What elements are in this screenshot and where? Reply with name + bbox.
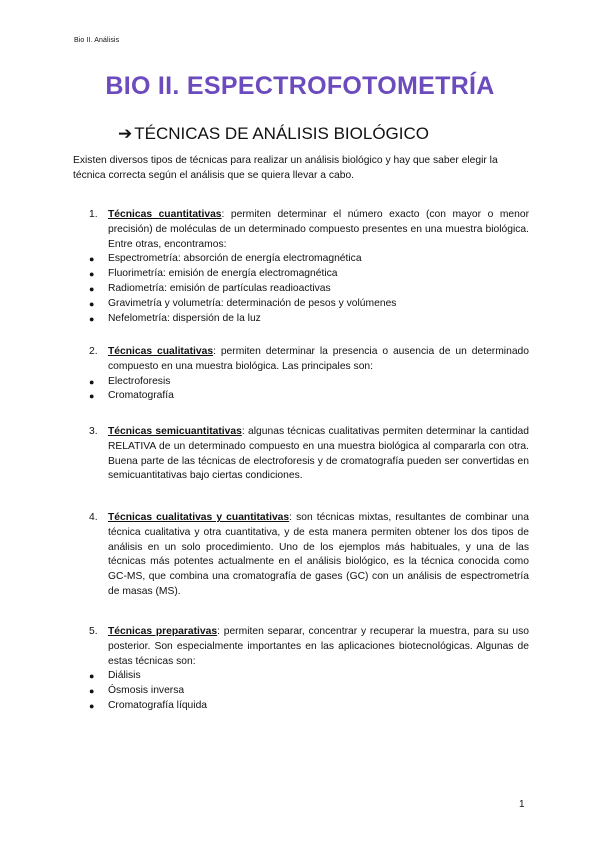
bullet-text: Cromatografía líquida [108, 699, 208, 711]
item-body [108, 625, 529, 669]
technique-item [89, 425, 529, 484]
list-item [89, 297, 529, 312]
technique-item [89, 511, 529, 600]
item-body [108, 208, 529, 252]
item-term: Técnicas cualitativas y cuantitativas [108, 512, 290, 523]
item-body [108, 511, 529, 600]
technique-item [89, 625, 529, 714]
bullet-icon: ● [89, 700, 95, 711]
item-description: : permiten separar, concentrar y recuperar la muestra, para su uso posterior. Son especialmente importantes en las aplicaciones biotecnológicas. Algunas de estas técnicas son: [108, 626, 529, 667]
page-number: 1 [519, 799, 525, 810]
list-item [89, 312, 529, 327]
list-item [89, 684, 529, 699]
item-number: 3. [89, 426, 98, 437]
list-item [89, 389, 529, 404]
bullet-icon: ● [89, 254, 95, 265]
technique-item [89, 345, 529, 404]
list-item [89, 267, 529, 282]
bullet-icon: ● [89, 671, 95, 682]
bullet-icon: ● [89, 298, 95, 309]
item-number: 1. [89, 209, 98, 220]
item-description: : permiten determinar la presencia o ausencia de un determinado compuesto en una muestra biológica. Las principales son: [108, 346, 529, 372]
bullet-list [89, 252, 529, 326]
list-item [89, 669, 529, 684]
bullet-text: Diálisis [108, 670, 141, 682]
item-description: : permiten determinar el número exacto (con mayor o menor precisión) de moléculas de un determinado compuesto presentes en una muestra biológica. Entre otras, encontramos: [108, 209, 529, 250]
item-term: Técnicas semicuantitativas [108, 426, 242, 437]
list-item [89, 282, 529, 297]
section-heading [118, 124, 429, 144]
item-number: 5. [89, 626, 98, 637]
item-term: Técnicas cuantitativas [108, 209, 222, 220]
bullet-icon: ● [89, 391, 95, 402]
item-term: Técnicas cualitativas [108, 346, 214, 357]
item-description: : algunas técnicas cualitativas permiten determinar la cantidad RELATIVA de un determinado compuesto en una muestra biológica al compararla con otra. Buena parte de las técnicas de electroforesis y de cromatografía pueden ser convertidas en semicuantitativas bajo ciertas condiciones. [108, 426, 529, 482]
item-term: Técnicas preparativas [108, 626, 218, 637]
item-number: 2. [89, 346, 98, 357]
bullet-icon: ● [89, 283, 95, 294]
technique-item [89, 208, 529, 326]
bullet-text: Cromatografía [108, 390, 174, 402]
intro-paragraph: Existen diversos tipos de técnicas para realizar un análisis biológico y hay que saber elegir la técnica correcta según el análisis que se quiera llevar a cabo. [73, 155, 498, 181]
running-header: Bio II. Análisis [74, 37, 120, 44]
list-item [89, 699, 529, 714]
bullet-text: Nefelometría: dispersión de la luz [108, 312, 261, 324]
item-body [108, 425, 529, 484]
list-item [89, 252, 529, 267]
arrow-icon: ➔ [118, 124, 133, 143]
bullet-text: Ósmosis inversa [108, 685, 185, 697]
bullet-text: Electroforesis [108, 375, 171, 387]
section-heading-text: TÉCNICAS DE ANÁLISIS BIOLÓGICO [134, 124, 429, 143]
bullet-list [89, 669, 529, 713]
bullet-icon: ● [89, 686, 95, 697]
bullet-text: Espectrometría: absorción de energía electromagnética [108, 253, 362, 265]
item-number: 4. [89, 512, 98, 523]
list-item [89, 375, 529, 390]
bullet-icon: ● [89, 376, 95, 387]
bullet-text: Fluorimetría: emisión de energía electromagnética [108, 268, 338, 280]
item-description: : son técnicas mixtas, resultantes de combinar una técnica cualitativa y otra cuantitativa, y de esta manera permiten obtener los dos tipos de análisis en un solo procedimiento. Uno de los ejemplos más habituales, y una de las técnicas más potentes actualmente en el análisis biológico, es la técnica conocida como GC-MS, que combina una cromatografía de gases (GC) con un análisis de espectrometría de masas (MS). [108, 512, 529, 597]
page-title: BIO II. ESPECTROFOTOMETRÍA [105, 72, 495, 100]
bullet-icon: ● [89, 313, 95, 324]
bullet-list [89, 375, 529, 405]
item-body [108, 345, 529, 375]
bullet-text: Radiometría: emisión de partículas readioactivas [108, 282, 331, 294]
bullet-text: Gravimetría y volumetría: determinación de pesos y volúmenes [108, 297, 397, 309]
bullet-icon: ● [89, 269, 95, 280]
